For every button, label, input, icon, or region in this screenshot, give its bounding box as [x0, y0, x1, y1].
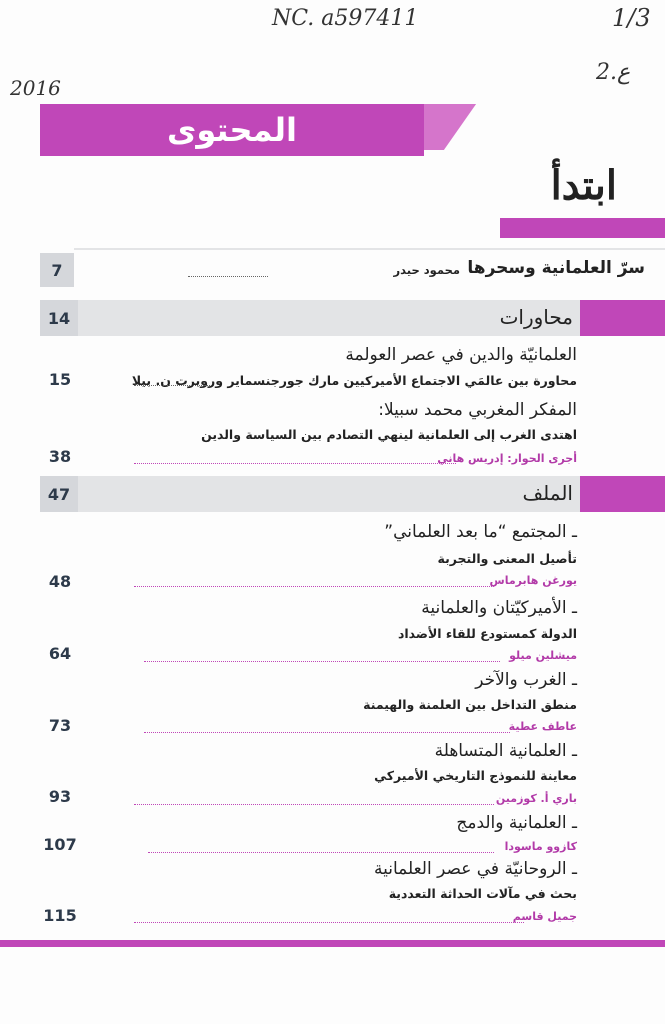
page-title: المحتوى: [167, 111, 297, 149]
dossier-3-author: عاطف عطية: [508, 720, 577, 733]
ibtida-bar: [500, 218, 665, 238]
dialogue-1-title[interactable]: العلمانيّة والدين في عصر العولمة: [345, 345, 577, 365]
handwritten-catalog-number: NC. a597411: [272, 6, 419, 31]
dossier-6-sub: بحث في مآلات الحداثة التعددية: [388, 886, 577, 901]
dialogue-2-page: 38: [48, 447, 72, 466]
dossier-4-page: 93: [48, 787, 72, 806]
dossier-5-dots: [148, 852, 494, 853]
dialogue-2-sub: اهتدى الغرب إلى العلمانية لينهي التصادم بين السياسة والدين: [201, 427, 577, 442]
dialogue-1-dots: [134, 385, 210, 386]
dialogue-1-sub: محاورة بين عالمَي الاجتماع الأميركيين مارك جورجنسماير وروبرت ن. بيلا: [131, 373, 577, 388]
dossier-6-page: 115: [43, 906, 77, 925]
intro-page: 7: [51, 260, 63, 280]
dossier-1-title[interactable]: ـ المجتمع “ما بعد العلماني”: [384, 522, 577, 542]
dossier-page: 47: [47, 484, 71, 504]
dialogue-2-author: أجرى الحوار: إدريس هاني: [437, 452, 577, 465]
dossier-6-dots: [134, 922, 524, 923]
dialogues-accent: [580, 300, 665, 336]
dossier-1-sub: تأصيل المعنى والتجربة: [437, 551, 577, 566]
dialogues-page: 14: [47, 308, 71, 328]
dialogue-2-title[interactable]: المفكر المغربي محمد سبيلا:: [378, 400, 577, 420]
dossier-3-title[interactable]: ـ الغرب والآخر: [475, 670, 577, 690]
dossier-2-author: ميشلين ميلو: [509, 649, 577, 662]
intro-author: محمود حيدر: [393, 263, 460, 277]
dossier-1-dots: [134, 586, 494, 587]
dossier-2-sub: الدولة كمستودع للقاء الأضداد: [397, 626, 577, 641]
dossier-3-page: 73: [48, 716, 72, 735]
dossier-5-title[interactable]: ـ العلمانية والدمج: [456, 813, 577, 833]
dossier-6-author: جميل قاسم: [512, 910, 577, 923]
dossier-2-title[interactable]: ـ الأميركيّتان والعلمانية: [421, 598, 577, 618]
dossier-page-box: [40, 476, 78, 512]
dossier-4-author: باري أ. كوزمين: [495, 792, 577, 805]
dossier-accent: [580, 476, 665, 512]
dossier-heading: الملف: [522, 481, 573, 505]
dialogue-1-page: 15: [48, 370, 72, 389]
intro-page-box: [40, 253, 74, 287]
dossier-4-sub: معاينة للنموذج التاريخي الأميركي: [374, 768, 577, 783]
dialogues-page-box: [40, 300, 78, 336]
dialogues-heading: محاورات: [499, 305, 573, 329]
ibtida-heading: ابتدأ: [550, 162, 617, 209]
dossier-6-title[interactable]: ـ الروحانيّة في عصر العلمانية: [373, 859, 577, 879]
bottom-rule: [0, 940, 665, 947]
dialogue-2-dots: [134, 463, 456, 464]
intro-title[interactable]: سرّ العلمانية وسحرها: [467, 258, 645, 278]
dossier-4-title[interactable]: ـ العلمانية المتساهلة: [434, 741, 577, 761]
dossier-2-page: 64: [48, 644, 72, 663]
intro-leader-dots: [188, 276, 268, 277]
handwritten-code: ع.2: [596, 60, 631, 85]
dossier-1-author: يورغن هابرماس: [489, 574, 577, 587]
dossier-3-sub: منطق التداخل بين العلمنة والهيمنة: [363, 697, 577, 712]
handwritten-year: 2016: [10, 76, 61, 100]
dossier-3-dots: [144, 732, 510, 733]
dossier-4-dots: [134, 804, 494, 805]
dossier-5-author: كازوو ماسودا: [504, 840, 577, 853]
dossier-2-dots: [144, 661, 500, 662]
intro-gray-bar: [74, 248, 665, 250]
handwritten-folio: 1/3: [612, 4, 651, 32]
dossier-5-page: 107: [43, 835, 77, 854]
dossier-gray-bar: [78, 476, 580, 512]
dossier-1-page: 48: [48, 572, 72, 591]
